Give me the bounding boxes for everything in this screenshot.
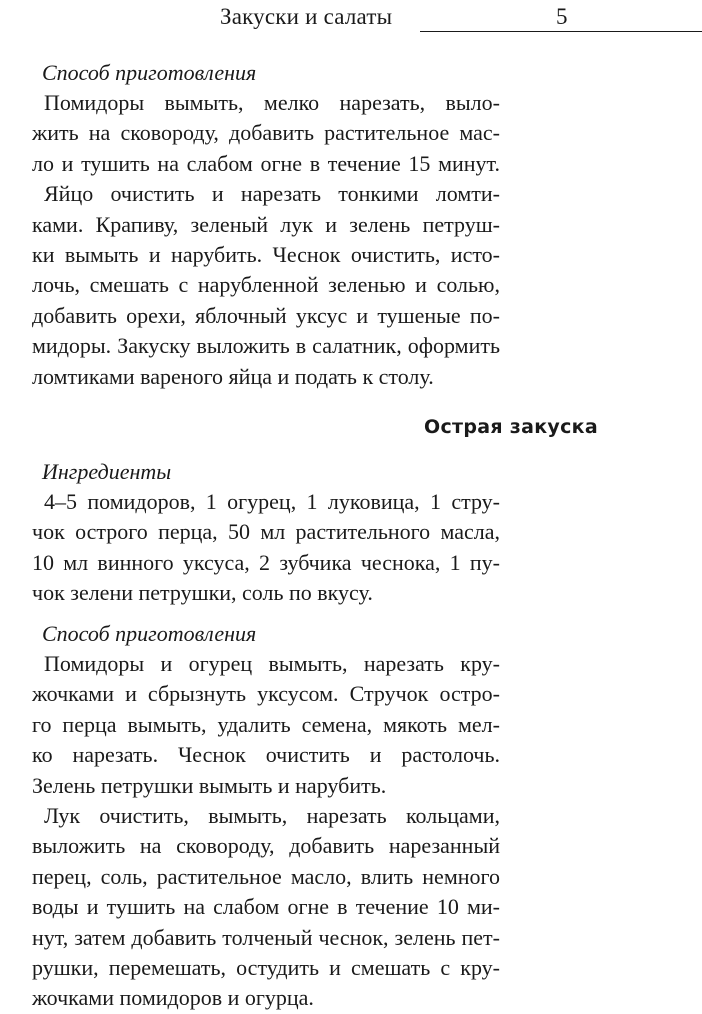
method-subhead: Способ приготовления bbox=[42, 621, 257, 646]
text-line: перец, соль, растительное масло, влить немного bbox=[32, 863, 500, 889]
method-subhead: Способ приготовления bbox=[42, 60, 257, 85]
text-line: 4–5 помидоров, 1 огурец, 1 луковица, 1 стру- bbox=[44, 489, 500, 514]
text-line: ло и тушить на слабом огне в течение 15 минут. bbox=[32, 150, 500, 176]
text-line: воды и тушить на слабом огне в течение 10 ми- bbox=[32, 894, 500, 920]
text-line: чок зелени петрушки, соль по вкусу. bbox=[32, 580, 373, 606]
text-line: выложить на сковороду, добавить нарезанный bbox=[32, 833, 500, 859]
method-section-2 bbox=[32, 619, 500, 1014]
text-line: чок острого перца, 50 мл растительного масла, bbox=[32, 519, 500, 545]
text-line: мидоры. Закуску выложить в салатник, оформить bbox=[32, 333, 500, 359]
ingredients-section bbox=[32, 457, 500, 609]
ingredients-subhead: Ингредиенты bbox=[42, 459, 172, 484]
text-line: добавить орехи, яблочный уксус и тушеные по- bbox=[32, 302, 500, 328]
text-line: нут, затем добавить толченый чеснок, зелень пет- bbox=[32, 924, 500, 950]
text-line: Зелень петрушки вымыть и нарубить. bbox=[32, 772, 387, 798]
text-line: рушки, перемешать, остудить и смешать с кру- bbox=[32, 955, 500, 981]
text-line: Лук очистить, вымыть, нарезать кольцами, bbox=[44, 803, 500, 829]
method-section-1 bbox=[32, 58, 500, 392]
text-line: ки вымыть и нарубить. Чеснок очистить, исто- bbox=[32, 242, 500, 268]
text-line: ко нарезать. Чеснок очистить и растолочь. bbox=[32, 742, 500, 768]
recipe-title: Острая закуска bbox=[424, 416, 598, 438]
text-line: Яйцо очистить и нарезать тонкими ломти- bbox=[44, 181, 500, 207]
text-line: 10 мл винного уксуса, 2 зубчика чеснока, 1 пу- bbox=[32, 549, 500, 575]
text-line: го перца вымыть, удалить семена, мякоть мел- bbox=[32, 711, 500, 737]
section-title: Закуски и салаты bbox=[220, 4, 393, 29]
running-header bbox=[0, 2, 702, 34]
text-line: Помидоры вымыть, мелко нарезать, выло- bbox=[44, 90, 500, 115]
text-line: ками. Крапиву, зеленый лук и зелень петруш- bbox=[32, 211, 500, 237]
text-line: Помидоры и огурец вымыть, нарезать кру- bbox=[44, 651, 500, 676]
text-line: жить на сковороду, добавить растительное мас- bbox=[32, 120, 500, 146]
text-line: жочками и сбрызнуть уксусом. Стручок остро- bbox=[32, 681, 500, 707]
text-line: ломтиками вареного яйца и подать к столу. bbox=[32, 363, 434, 389]
text-line: лочь, смешать с нарубленной зеленью и солью, bbox=[32, 272, 500, 298]
page-number: 5 bbox=[556, 4, 568, 29]
text-line: жочками помидоров и огурца. bbox=[32, 985, 314, 1011]
